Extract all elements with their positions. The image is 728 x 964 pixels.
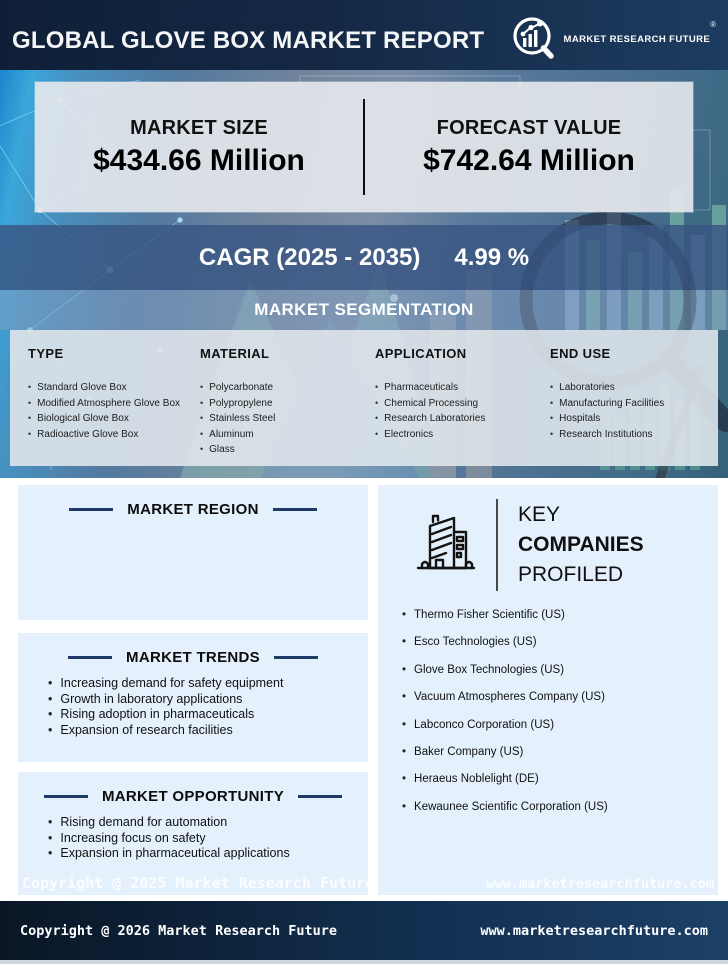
segment-item: • Research Laboratories [375,411,550,427]
heading-line-right [274,656,318,659]
vertical-divider [496,499,498,591]
key-companies-title [518,500,644,590]
company-item: • Heraeus Noblelight (DE) [402,773,718,785]
segment-item: • Polycarbonate [200,380,375,396]
company-item: • Kewaunee Scientific Corporation (US) [402,801,718,813]
segment-heading-application: APPLICATION [375,346,467,361]
segment-heading-material: MATERIAL [200,346,270,361]
segment-item: • Standard Glove Box [28,380,200,396]
header [0,0,728,70]
segment-item: • Biological Glove Box [28,411,200,427]
watermark-copyright: Copyright @ 2025 Market Research Future [22,874,375,892]
segmentation-column-type [28,346,200,466]
watermark-website: www.marketresearchfuture.com [486,876,714,892]
segment-heading-type: TYPE [28,346,64,361]
key-companies-title-line1: KEY [518,503,561,526]
segmentation-column-enduse [550,346,718,466]
heading-line-left [44,795,88,798]
company-item: • Thermo Fisher Scientific (US) [402,609,718,621]
market-size-block [35,117,363,178]
opportunity-item: • Expansion in pharmaceutical applications [48,846,368,862]
hero-section [0,70,728,478]
segmentation-column-application [375,346,550,466]
brand [510,8,716,62]
company-item: • Labconco Corporation (US) [402,719,718,731]
brand-name-block [563,20,716,47]
segmentation-panel [10,330,718,466]
market-opportunity-title: MARKET OPPORTUNITY [101,788,285,805]
market-size-value: $434.66 Million [93,143,305,177]
company-item: • Baker Company (US) [402,746,718,758]
cagr-label: CAGR (2025 - 2035) [198,243,421,271]
opportunity-item: • Rising demand for automation [48,815,368,831]
segment-item: • Manufacturing Facilities [550,396,718,412]
market-region-panel [18,485,368,620]
trend-item: • Growth in laboratory applications [48,692,368,708]
trend-item: • Rising adoption in pharmaceuticals [48,707,368,723]
market-trends-panel [18,633,368,762]
key-companies-title-line2: COMPANIES [518,533,644,556]
segment-item: • Polypropylene [200,396,375,412]
segmentation-column-material [200,346,375,466]
segment-item: • Electronics [375,427,550,443]
trend-item: • Expansion of research facilities [48,723,368,739]
stats-panel [35,82,693,212]
company-item: • Esco Technologies (US) [402,636,718,648]
footer [0,901,728,960]
heading-line-right [273,508,317,511]
key-companies-title-line3: PROFILED [518,563,624,586]
market-opportunity-heading [18,772,368,805]
building-icon [416,510,480,581]
heading-line-left [68,656,112,659]
forecast-value-block [365,117,693,178]
segmentation-title: MARKET SEGMENTATION [254,300,474,319]
cagr-band [0,225,728,290]
segment-item: • Chemical Processing [375,396,550,412]
segment-item: • Hospitals [550,411,718,427]
company-item: • Glove Box Technologies (US) [402,664,718,676]
segment-heading-enduse: END USE [550,346,611,361]
segment-item: • Pharmaceuticals [375,380,550,396]
segment-item: • Radioactive Glove Box [28,427,200,443]
key-companies-panel [378,485,718,895]
trend-item: • Increasing demand for safety equipment [48,676,368,692]
segment-item: • Aluminum [200,427,375,443]
market-trends-heading [18,633,368,666]
brand-name: MARKET RESEARCH FUTURE [563,34,711,45]
segmentation-title-band [0,290,728,330]
segment-item: • Glass [200,442,375,458]
footer-copyright: Copyright @ 2026 Market Research Future [20,922,337,939]
market-trends-title: MARKET TRENDS [126,649,260,666]
segment-item: • Laboratories [550,380,718,396]
market-region-heading [18,485,368,518]
cagr-value: 4.99 % [454,243,530,271]
forecast-value-label: FORECAST VALUE [436,116,622,139]
market-region-title: MARKET REGION [127,501,259,518]
company-item: • Vacuum Atmospheres Company (US) [402,691,718,703]
page-title: GLOBAL GLOVE BOX MARKET REPORT [12,27,485,54]
opportunity-item: • Increasing focus on safety [48,831,368,847]
heading-line-right [298,795,342,798]
market-size-label: MARKET SIZE [130,116,268,139]
forecast-value: $742.64 Million [423,143,635,177]
key-companies-header [378,485,718,591]
segment-item: • Research Institutions [550,427,718,443]
segment-item: • Stainless Steel [200,411,375,427]
footer-website-link[interactable]: www.marketresearchfuture.com [480,922,708,939]
bottom-strip [0,960,728,964]
segment-item: • Modified Atmosphere Glove Box [28,396,200,412]
brand-logo-icon [510,14,558,62]
heading-line-left [69,508,113,511]
registered-mark: ® [710,20,716,29]
